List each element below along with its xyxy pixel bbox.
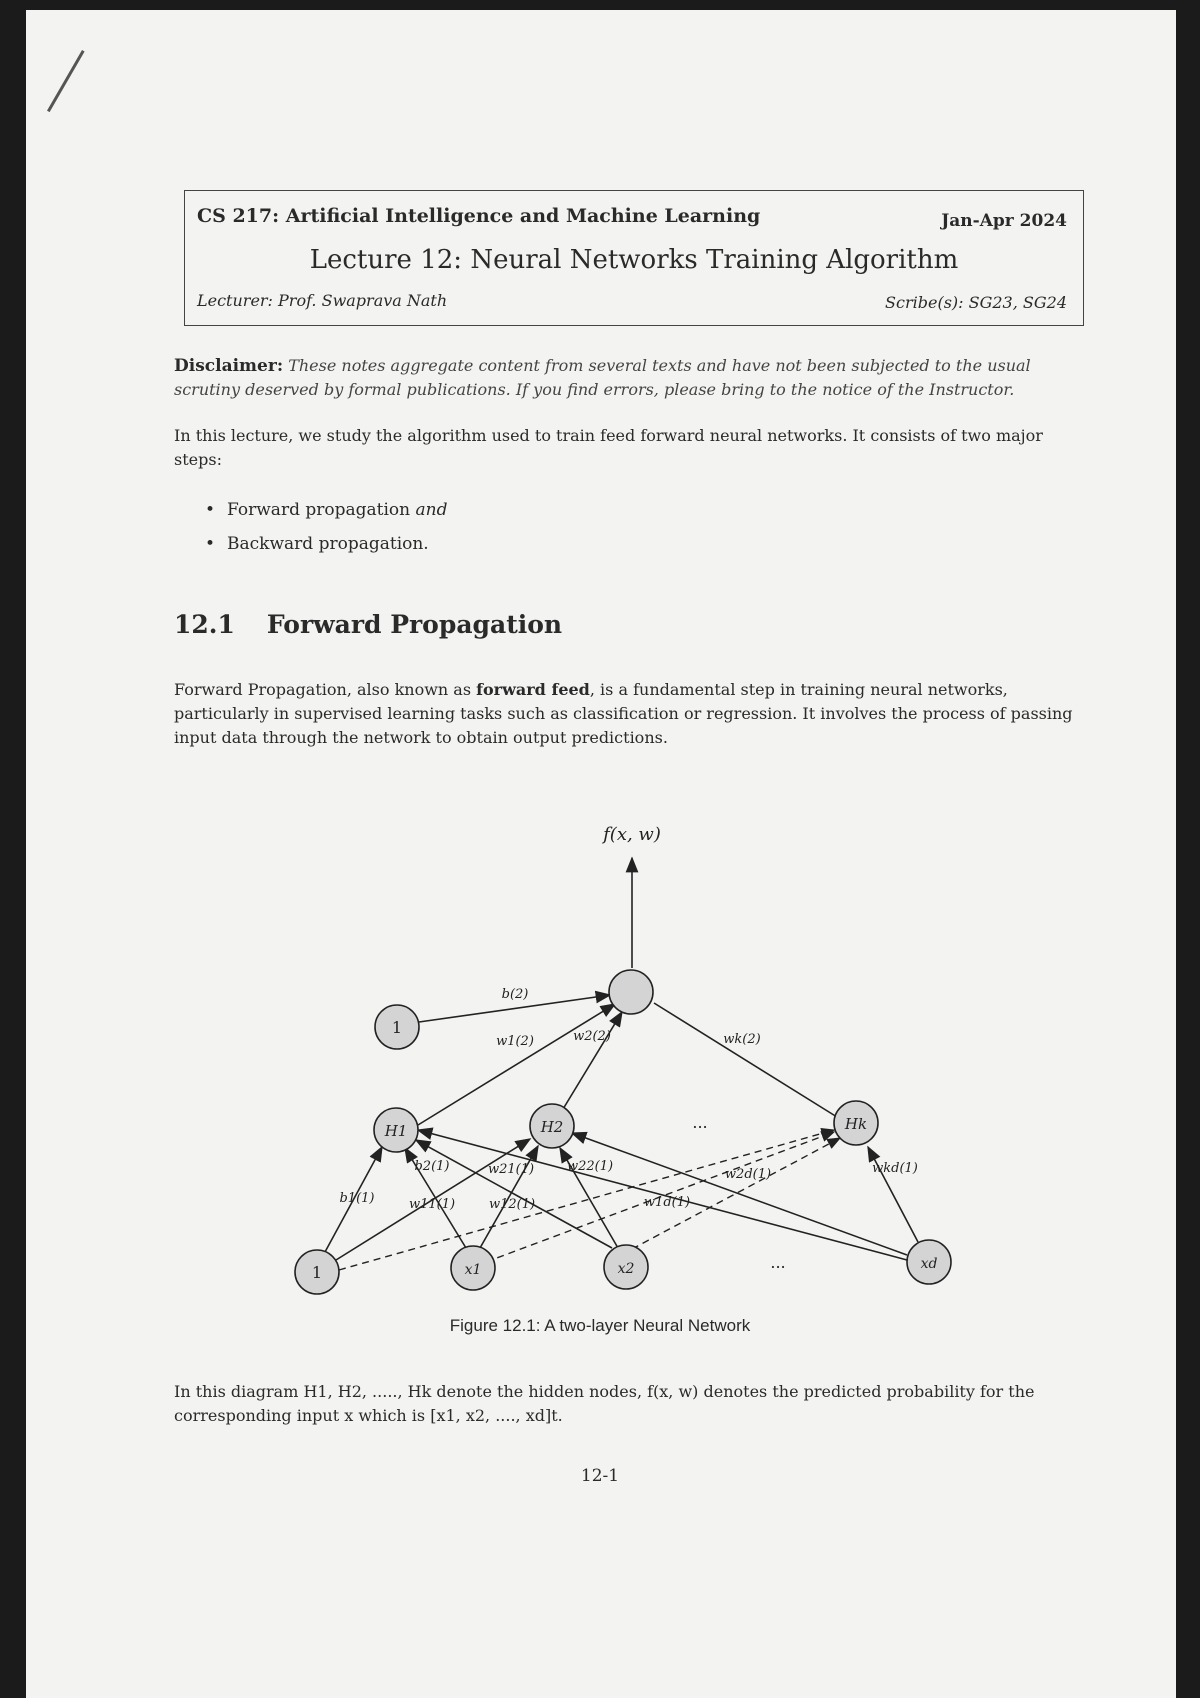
section-title: Forward Propagation xyxy=(266,610,563,639)
weight-w2-2: w2(2) xyxy=(573,1029,611,1044)
edge-xd-h2 xyxy=(572,1133,907,1255)
x1-label: x1 xyxy=(464,1262,482,1278)
weight-b2-1: b2(1) xyxy=(414,1159,450,1174)
edge-h2-out xyxy=(560,1012,622,1114)
step-label: Backward propagation. xyxy=(227,534,429,554)
disclaimer-text: These notes aggregate content from several texts and have not been subjected to the usual scrutiny deserved by formal publications. If you find errors, please bring to the notice of the Instructor. xyxy=(174,356,1031,399)
x2-label: x2 xyxy=(617,1261,635,1277)
h1-label: H1 xyxy=(384,1122,408,1140)
output-node xyxy=(609,970,653,1014)
lecturer: Lecturer: Prof. Swaprava Nath xyxy=(197,291,448,310)
hk-label: Hk xyxy=(844,1115,868,1133)
weight-w1-2: w1(2) xyxy=(496,1034,534,1049)
course-title: CS 217: Artificial Intelligence and Machine Learning xyxy=(197,205,761,227)
ellipsis-input: ... xyxy=(770,1253,786,1272)
section-number: 12.1 xyxy=(174,610,235,639)
term: Jan-Apr 2024 xyxy=(941,211,1067,231)
output-label: f(x, w) xyxy=(603,824,661,845)
closing-paragraph: In this diagram H1, H2, ....., Hk denote the hidden nodes, f(x, w) denotes the predicted probability for the corresponding input x which is [x1, x2, ...., xd]t. xyxy=(174,1382,1035,1425)
lecture-title: Lecture 12: Neural Networks Training Algorithm xyxy=(309,245,959,275)
bias-top-label: 1 xyxy=(391,1018,403,1037)
weight-b2: b(2) xyxy=(501,987,529,1002)
weight-w12-1: w12(1) xyxy=(488,1197,536,1212)
weight-wk-2: wk(2) xyxy=(723,1032,761,1047)
bias-bottom-label: 1 xyxy=(311,1263,323,1282)
edge-hk-out xyxy=(654,1003,837,1117)
weight-b1-1: b1(1) xyxy=(339,1191,375,1206)
weight-w11-1: w11(1) xyxy=(408,1197,456,1212)
step-label: Forward propagation xyxy=(227,500,411,520)
figure-caption: Figure 12.1: A two-layer Neural Network xyxy=(449,1316,751,1335)
para-text: Forward Propagation, also known as xyxy=(174,680,477,699)
para-text: , is a fundamental step in training neural networks, particularly in supervised learning tasks such as classification or regression. It involves the process of passing input data through the network to obtain output predictions. xyxy=(174,680,1073,747)
xd-label: xd xyxy=(920,1256,938,1272)
page-number: 12-1 xyxy=(580,1466,620,1486)
h2-label: H2 xyxy=(540,1118,564,1136)
weight-w22-1: w22(1) xyxy=(566,1159,614,1174)
step-suffix: and xyxy=(415,500,448,520)
ellipsis-hidden: ... xyxy=(692,1113,708,1132)
para-bold: forward feed xyxy=(476,680,590,699)
disclaimer-label: Disclaimer: xyxy=(174,356,284,376)
weight-w1d-1: w1d(1) xyxy=(643,1195,691,1210)
weight-w2d-1: w2d(1) xyxy=(724,1167,772,1182)
weight-w21-1: w21(1) xyxy=(487,1162,535,1177)
weight-wkd-1: wkd(1) xyxy=(872,1161,918,1176)
scribes: Scribe(s): SG23, SG24 xyxy=(885,293,1067,312)
intro-paragraph: In this lecture, we study the algorithm used to train feed forward neural networks. It consists of two major steps: xyxy=(174,426,1043,469)
edge-h1-out xyxy=(418,1004,615,1125)
